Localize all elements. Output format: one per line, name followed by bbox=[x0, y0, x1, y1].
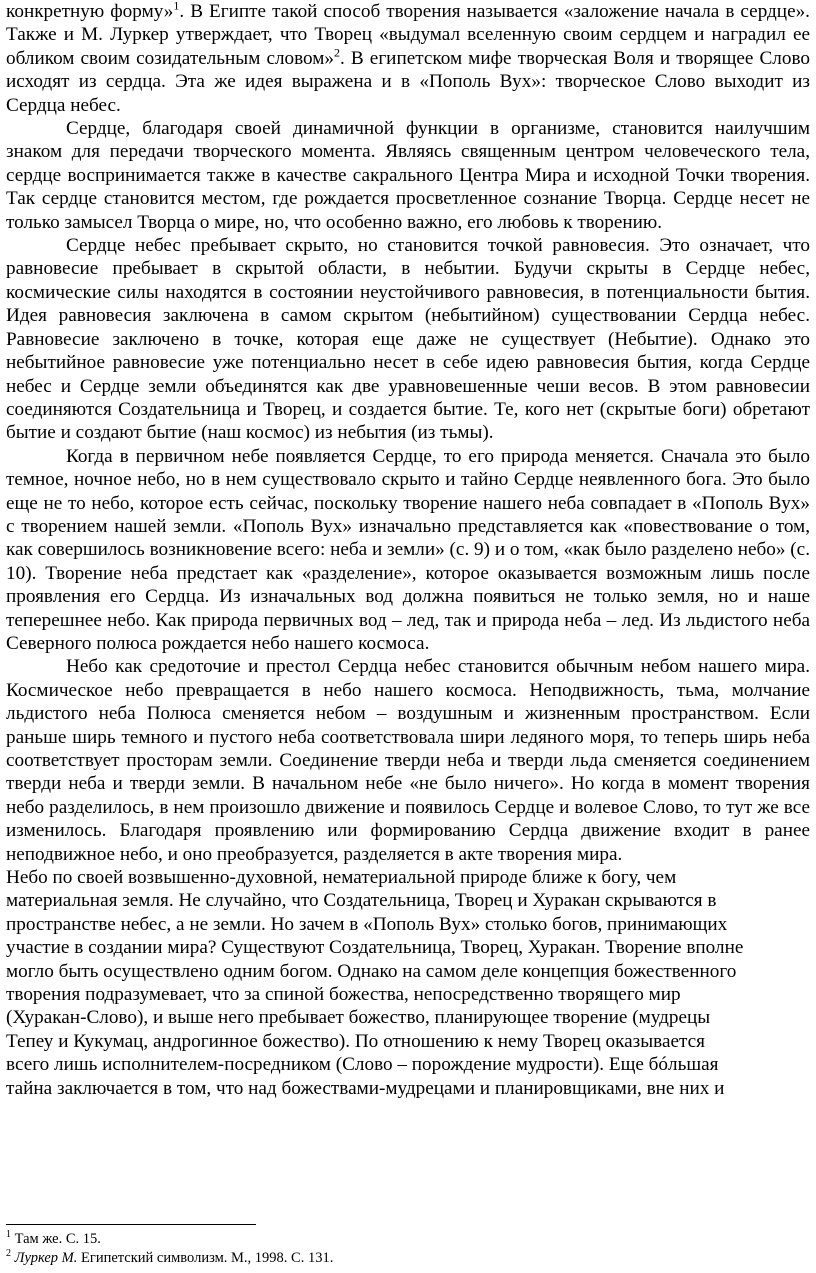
paragraph-6-line: материальная земля. Не случайно, что Создательница, Творец и Хуракан скрываются в bbox=[6, 890, 717, 912]
paragraph-6-line: Небо по своей возвышенно-духовной, нематериальной природе ближе к богу, чем bbox=[6, 867, 677, 889]
footnote-1-number: 1 bbox=[6, 1229, 11, 1241]
footnote-2-author: Луркер М. bbox=[14, 1250, 78, 1266]
footnotes bbox=[6, 1230, 806, 1268]
paragraph-6-line: Тепеу и Кукумац, андрогинное божество). По отношению к нему Творец оказывается bbox=[6, 1030, 705, 1052]
paragraph-6-line: творения подразумевает, что за спиной божества, непосредственно творящего мир bbox=[6, 984, 681, 1006]
paragraph-1 bbox=[6, 0, 810, 117]
footnote-ref-1[interactable]: 1 bbox=[173, 0, 180, 13]
footnote-2-text: Египетский символизм. М., 1998. С. 131. bbox=[77, 1250, 334, 1266]
paragraph-6-line: пространстве небес, а не земли. Но зачем в «Пополь Вух» столько богов, принимающих bbox=[6, 913, 728, 935]
footnote-separator bbox=[6, 1224, 256, 1225]
paragraph-1-text-c: . В египетском мифе творческая Воля и творящее Слово исходят из сердца. Эта же идея выражена и в «Пополь Вух»: творческое Слово выходит из Сердца небес. bbox=[6, 47, 810, 116]
paragraph-4: Когда в первичном небе появляется Сердце, то его природа меняется. Сначала это было темное, ночное небо, но в нем существовало скрыто и тайно Сердце неявленного бога. Это было еще не то небо, которое есть сейчас, поскольку творение нашего неба совпадает в «Пополь Вух» с творением нашей земли. «Пополь Вух» изначально представляется как «повествование о том, как совершилось возникновение всего: неба и земли» (с. 9) и о том, «как было разделено небо» (с. 10). Творение неба предстает как «разделение», которое оказывается возможным лишь после проявления его Сердца. Из изначальных вод должна появиться не только земля, но и наше теперешнее небо. Как природа первичных вод – лед, так и природа неба – лед. Из льдистого неба Северного полюса рождается небо нашего космоса. bbox=[6, 445, 810, 654]
paragraph-6-line: (Хуракан-Слово), и выше него пребывает божество, планирующее творение (мудрецы bbox=[6, 1007, 711, 1029]
paragraph-6 bbox=[6, 866, 810, 1100]
paragraph-2: Сердце, благодаря своей динамичной функции в организме, становится наилучшим знаком для передачи творческого момента. Являясь священным центром человеческого тела, сердце воспринимается также в качестве сакрального Центра Мира и исходной Точки творения. Так сердце становится местом, где рождается просветленное сознание Творца. Сердце несет не только замысел Творца о мире, но, что особенно важно, его любовь к творению. bbox=[6, 118, 810, 233]
body-text bbox=[6, 0, 810, 1100]
paragraph-1-text-b: . В Египте такой способ творения называется «заложение начала в сердце». Также и М. Луркер утверждает, что Творец «выдумал вселенную своим сердцем и наградил ее обликом своим созидательным словом» bbox=[6, 1, 810, 69]
footnote-1-text: Там же. С. 15. bbox=[14, 1231, 101, 1247]
paragraph-6-line: всего лишь исполнителем-посредником (Слово – порождение мудрости). Еще бóльшая bbox=[6, 1054, 719, 1076]
paragraph-3: Сердце небес пребывает скрыто, но становится точкой равновесия. Это означает, что равновесие пребывает в скрытой области, в небытии. Будучи скрыты в Сердце небес, космические силы находятся в состоянии неустойчивого равновесия, в потенциальности бытия. Идея равновесия заключена в самом скрытом (небытийном) существовании Сердца небес. Равновесие заключено в точке, которая еще даже не существует (Небытие). Однако это небытийное равновесие уже потенциально несет в себе идею равновесия бытия, когда Сердце небес и Сердце земли объединятся как две уравновешенные чеши весов. В этом равновесии соединяются Создательница и Творец, и создается бытие. Те, кого нет (скрытые боги) обретают бытие и создают бытие (наш космос) из небытия (из тьмы). bbox=[6, 235, 810, 444]
paragraph-6-line: могло быть осуществлено одним богом. Однако на самом деле концепция божественного bbox=[6, 960, 737, 982]
footnote-2 bbox=[6, 1249, 806, 1268]
paragraph-6-line: тайна заключается в том, что над божествами-мудрецами и планировщиками, вне них и bbox=[6, 1077, 725, 1099]
paragraph-1-text-a: конкретную форму» bbox=[6, 1, 174, 22]
footnote-1 bbox=[6, 1230, 806, 1249]
paragraph-5: Небо как средоточие и престол Сердца небес становится обычным небом нашего мира. Космическое небо превращается в небо нашего космоса. Неподвижность, тьма, молчание льдистого неба Полюса сменяется небом – воздушным и жизненным пространством. Если раньше ширь темного и пустого неба соответствовала шири ледяного моря, то теперь ширь неба соответствует просторам земли. Соединение тверди неба и тверди льда сменяется соединением тверди неба и тверди земли. В начальном небе «не было ничего». Но когда в момент творения небо разделилось, в нем произошло движение и появилось Сердце и волевое Слово, то тут же все изменилось. Благодаря проявлению или формированию Сердца движение входит в ранее неподвижное небо, и оно преобразуется, разделяется в акте творения мира. bbox=[6, 656, 810, 865]
paragraph-6-line: участие в создании мира? Существуют Создательница, Творец, Хуракан. Творение вполне bbox=[6, 937, 744, 959]
footnote-ref-2[interactable]: 2 bbox=[334, 45, 341, 60]
footnote-2-number: 2 bbox=[6, 1248, 11, 1260]
